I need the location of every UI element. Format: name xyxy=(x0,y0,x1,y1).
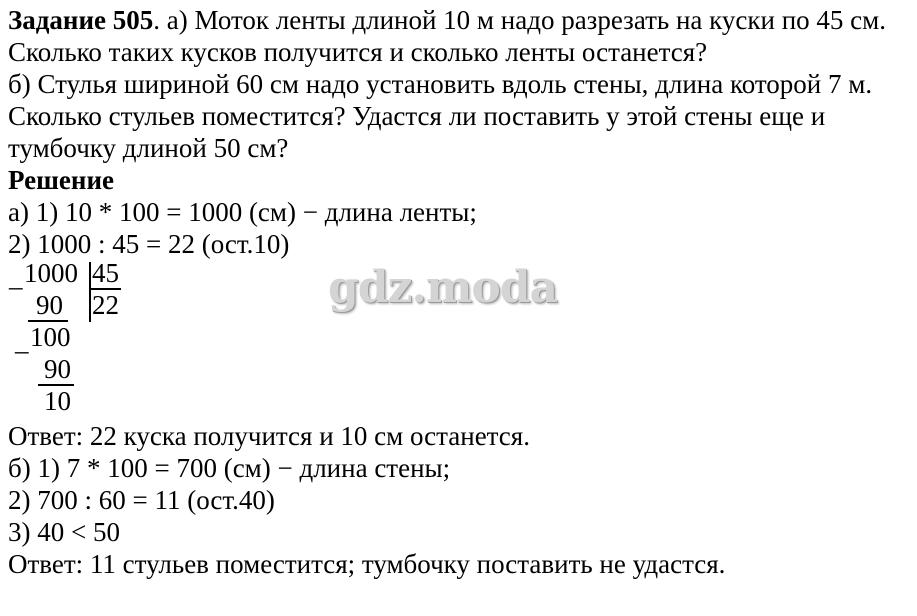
division-divisor: 45 xyxy=(92,258,119,288)
division-dividend: 1000 xyxy=(24,258,78,288)
division-remainder-1: 100 xyxy=(30,322,71,352)
division-remainder-final: 10 xyxy=(44,386,71,416)
watermark-logo: gdz.moda xyxy=(328,262,558,313)
division-subtrahend-1: 90 xyxy=(36,290,63,320)
solution-b-step3: 3) 40 < 50 xyxy=(8,517,120,547)
task-line-5: тумбочку длиной 50 см? xyxy=(8,133,289,163)
division-quotient: 22 xyxy=(92,290,119,320)
division-subtrahend-2: 90 xyxy=(44,354,71,384)
solution-b-step2: 2) 700 : 60 = 11 (ост.40) xyxy=(8,485,275,515)
task-line-4: Сколько стульев поместится? Удастся ли поставить у этой стены еще и xyxy=(8,101,826,131)
task-line-2: Сколько таких кусков получится и сколько ленты останется? xyxy=(8,37,708,67)
solution-a-answer: Ответ: 22 куска получится и 10 см останется. xyxy=(8,421,530,451)
task-part-a: . а) Моток ленты длиной 10 м надо разрезать на куски по 45 см. xyxy=(153,5,886,35)
division-minus-2: _ xyxy=(15,326,29,356)
solution-b-answer: Ответ: 11 стульев поместится; тумбочку поставить не удастся. xyxy=(8,549,726,579)
task-line-1 xyxy=(8,4,886,36)
solution-heading: Решение xyxy=(8,165,114,195)
solution-a-step2: 2) 1000 : 45 = 22 (ост.10) xyxy=(8,229,290,259)
division-vertical-bar xyxy=(89,262,91,322)
solution-b-step1: б) 1) 7 * 100 = 700 (см) − длина стены; xyxy=(8,453,451,483)
task-number: Задание 505 xyxy=(8,5,154,35)
task-line-3: б) Стулья шириной 60 см надо установить вдоль стены, длина которой 7 м. xyxy=(8,69,873,99)
solution-a-step1: а) 1) 10 * 100 = 1000 (см) − длина ленты; xyxy=(8,197,477,227)
division-minus-1: _ xyxy=(9,262,23,292)
